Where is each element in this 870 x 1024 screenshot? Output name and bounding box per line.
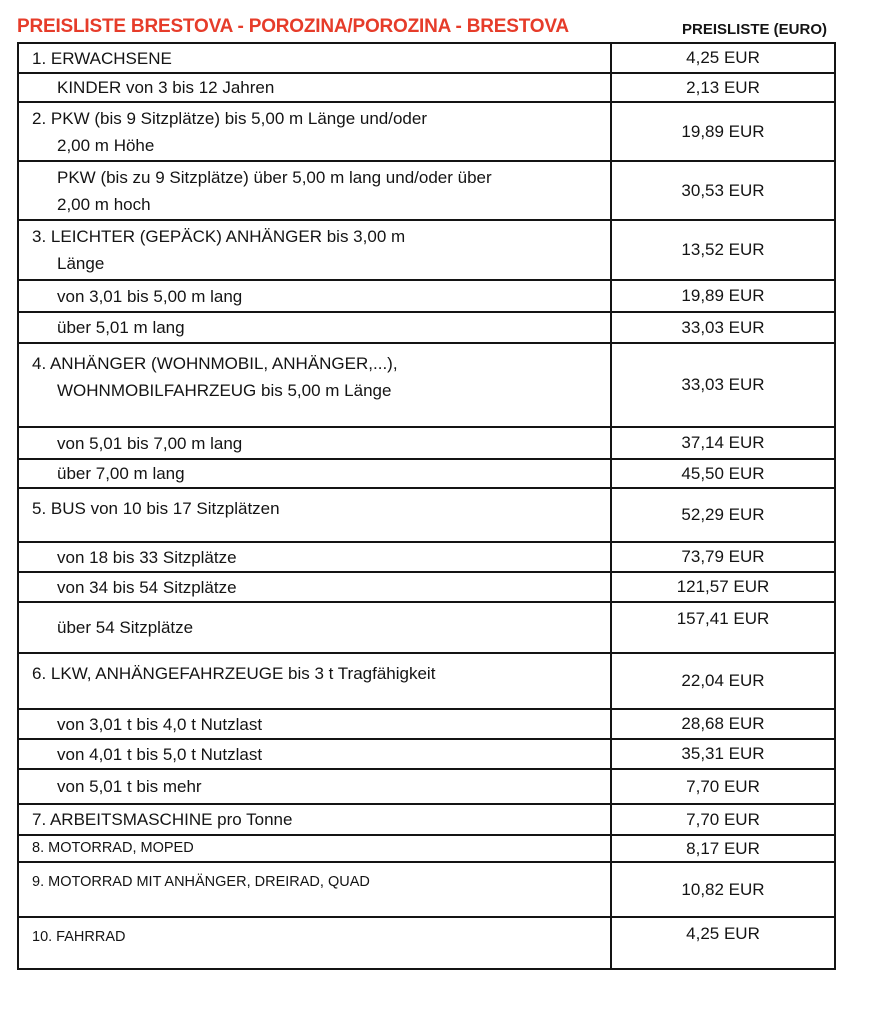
table-row <box>19 103 834 162</box>
table-row <box>19 344 834 428</box>
item-price: 19,89 EUR <box>681 121 765 141</box>
item-label: 10. FAHRRAD <box>32 929 126 945</box>
item-label: 7. ARBEITSMASCHINE pro Tonne <box>32 810 293 829</box>
item-price: 8,17 EUR <box>686 838 760 858</box>
item-label: über 5,01 m lang <box>57 318 185 337</box>
item-price: 4,25 EUR <box>686 48 760 67</box>
item-price: 7,70 EUR <box>686 776 760 796</box>
item-label-line: 2. PKW (bis 9 Sitzplätze) bis 5,00 m Länge und/oder <box>32 108 427 128</box>
item-label: über 7,00 m lang <box>57 464 185 483</box>
table-row <box>19 460 834 489</box>
table-row <box>19 770 834 805</box>
table-row <box>19 281 834 313</box>
item-label-line: 3. LEICHTER (GEPÄCK) ANHÄNGER bis 3,00 m <box>32 227 406 246</box>
item-label: 1. ERWACHSENE <box>32 48 172 68</box>
item-label-line: PKW (bis zu 9 Sitzplätze) über 5,00 m lang und/oder über <box>57 167 492 187</box>
table-row <box>19 654 834 710</box>
item-price: 10,82 EUR <box>681 879 765 899</box>
item-price: 73,79 EUR <box>681 547 765 566</box>
table-row <box>19 573 834 603</box>
item-price: 35,31 EUR <box>681 744 765 763</box>
item-label-line: Länge <box>57 254 105 273</box>
item-label: von 3,01 t bis 4,0 t Nutzlast <box>57 714 263 734</box>
item-label-line: WOHNMOBILFAHRZEUG bis 5,00 m Länge <box>57 381 392 400</box>
item-label: von 5,01 bis 7,00 m lang <box>57 433 243 453</box>
item-price: 157,41 EUR <box>676 609 770 628</box>
item-label: über 54 Sitzplätze <box>57 618 194 637</box>
table-row <box>19 805 834 836</box>
table-row <box>19 313 834 344</box>
table-row <box>19 44 834 74</box>
item-label: von 3,01 bis 5,00 m lang <box>57 286 243 306</box>
item-price: 33,03 EUR <box>681 317 765 337</box>
item-price: 30,53 EUR <box>681 180 765 200</box>
item-label: 8. MOTORRAD, MOPED <box>32 840 194 856</box>
item-label: von 18 bis 33 Sitzplätze <box>57 547 237 567</box>
table-row <box>19 836 834 863</box>
table-row <box>19 489 834 543</box>
item-price: 28,68 EUR <box>681 714 765 733</box>
item-price: 19,89 EUR <box>681 286 765 305</box>
item-label-line: 4. ANHÄNGER (WOHNMOBIL, ANHÄNGER,...), <box>32 354 398 373</box>
table-row <box>19 603 834 654</box>
item-price: 121,57 EUR <box>676 577 770 596</box>
item-label: 5. BUS von 10 bis 17 Sitzplätzen <box>32 499 280 518</box>
item-price: 2,13 EUR <box>686 77 760 97</box>
table-row <box>19 863 834 918</box>
item-price: 22,04 EUR <box>681 671 765 690</box>
item-price: 45,50 EUR <box>681 463 765 483</box>
item-label-line: 2,00 m hoch <box>57 194 151 214</box>
table-row <box>19 740 834 770</box>
item-price: 52,29 EUR <box>681 505 765 524</box>
table-row <box>19 710 834 740</box>
table-row <box>19 221 834 281</box>
price-table <box>17 42 836 970</box>
table-row <box>19 74 834 103</box>
item-label: 9. MOTORRAD MIT ANHÄNGER, DREIRAD, QUAD <box>32 874 370 890</box>
item-price: 4,25 EUR <box>686 924 760 943</box>
item-price: 33,03 EUR <box>681 375 765 394</box>
table-row <box>19 162 834 221</box>
item-label: von 4,01 t bis 5,0 t Nutzlast <box>57 744 263 764</box>
item-label: von 5,01 t bis mehr <box>57 777 202 796</box>
price-column-header: PREISLISTE (EURO) <box>681 21 827 38</box>
item-price: 37,14 EUR <box>681 433 765 452</box>
item-price: 13,52 EUR <box>681 240 765 259</box>
page-header <box>17 12 836 38</box>
table-row <box>19 918 834 968</box>
page-title: PREISLISTE BRESTOVA - POROZINA/POROZINA - BRESTOVA <box>17 16 569 37</box>
item-label-line: 2,00 m Höhe <box>57 135 155 155</box>
item-label: KINDER von 3 bis 12 Jahren <box>57 78 275 97</box>
table-row <box>19 543 834 573</box>
table-row <box>19 428 834 460</box>
item-price: 7,70 EUR <box>686 809 760 829</box>
item-label: von 34 bis 54 Sitzplätze <box>57 577 237 597</box>
item-label: 6. LKW, ANHÄNGEFAHRZEUGE bis 3 t Tragfähigkeit <box>32 664 436 683</box>
